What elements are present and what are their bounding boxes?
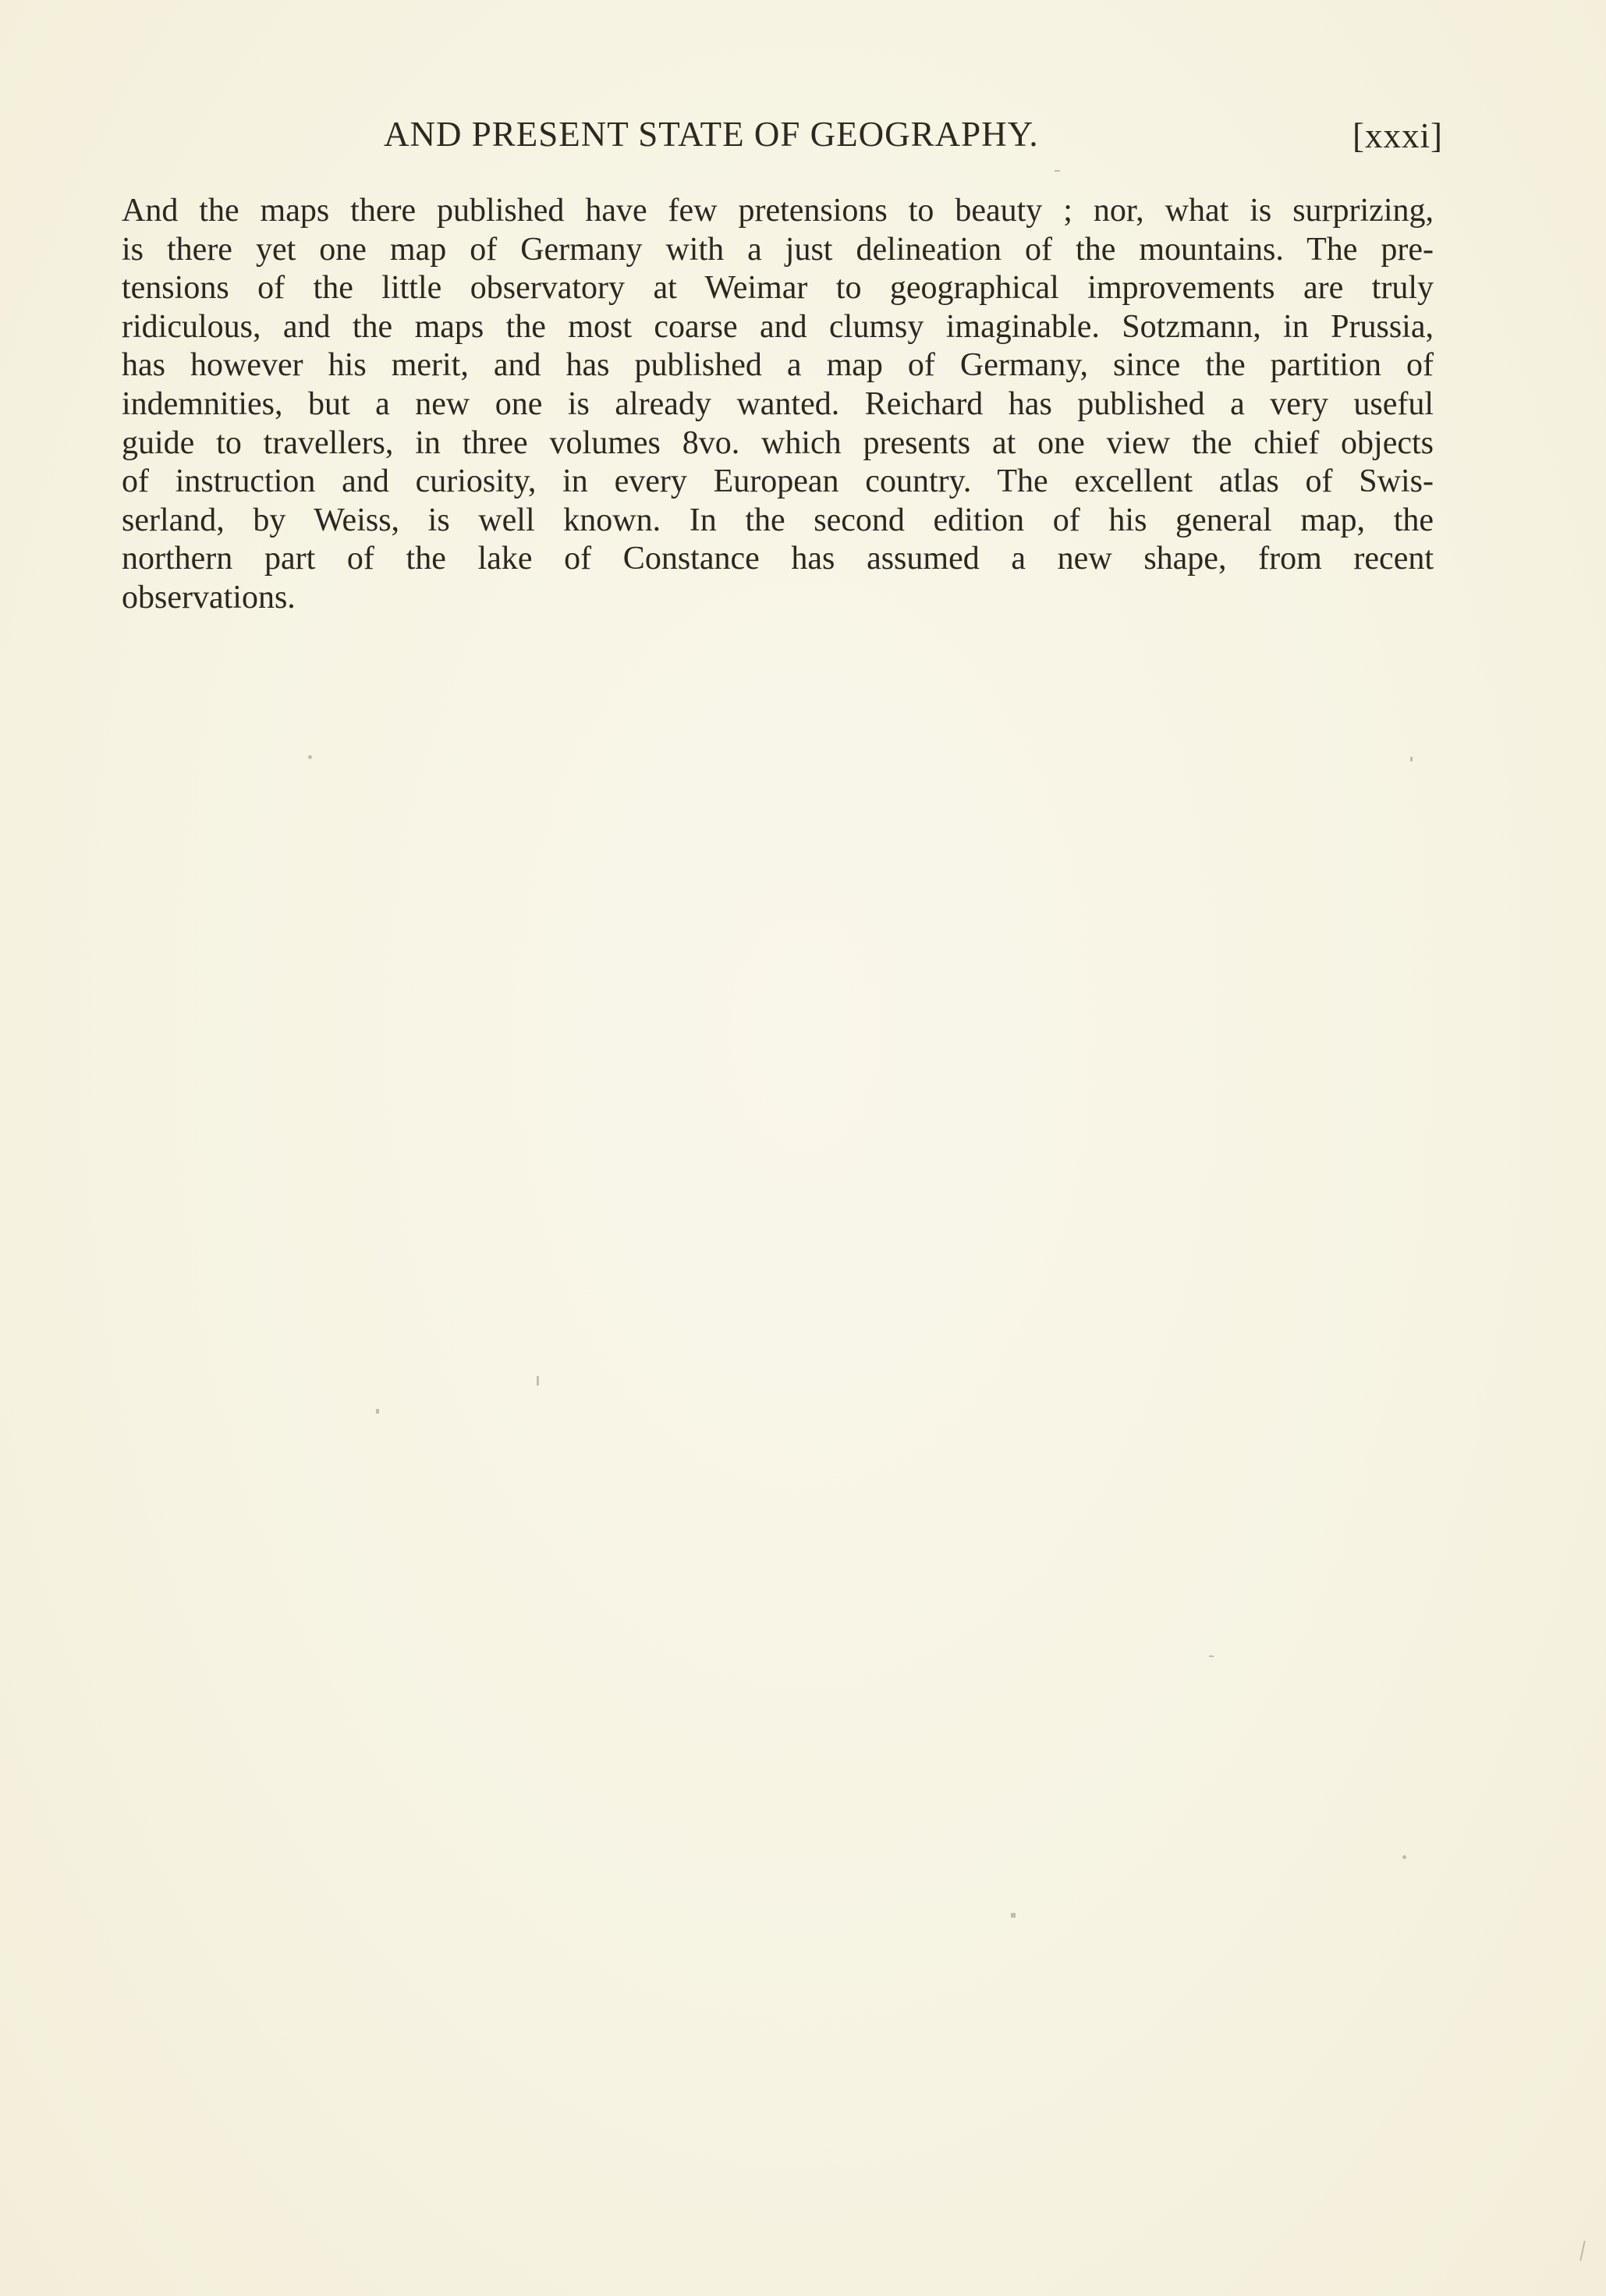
paper-speck <box>1209 1655 1214 1657</box>
body-paragraph <box>122 192 1434 618</box>
paper-speck <box>1402 1855 1406 1859</box>
paper-speck <box>1410 757 1413 761</box>
text-line: And the maps there published have few pretensions to beauty ; nor, what is surprizing, <box>122 193 1434 229</box>
paper-speck <box>1011 1913 1016 1918</box>
text-line: serland, by Weiss, is well known. In the second edition of his general map, the <box>122 502 1434 538</box>
text-line: is there yet one map of Germany with a just delineation of the mountains. The pre- <box>122 231 1434 268</box>
running-title: AND PRESENT STATE OF GEOGRAPHY. <box>384 115 1039 154</box>
text-line: observations. <box>122 579 296 616</box>
paper-speck <box>376 1409 379 1414</box>
text-line: has however his merit, and has published a map of Germany, since the partition of <box>122 347 1434 384</box>
text-line: indemnities, but a new one is already wanted. Reichard has published a very useful <box>122 385 1434 422</box>
paper-speck <box>1055 170 1060 172</box>
page-number: [xxxi] <box>1353 116 1443 155</box>
text-line: tensions of the little observatory at Weimar to geographical improvements are truly <box>122 270 1434 307</box>
running-head <box>122 114 1443 161</box>
text-line: northern part of the lake of Constance has assumed a new shape, from recent <box>122 541 1434 577</box>
paper-speck <box>537 1376 539 1386</box>
text-line: ridiculous, and the maps the most coarse and clumsy imaginable. Sotzmann, in Prussia, <box>122 308 1434 345</box>
paper-speck <box>1579 2241 1585 2261</box>
text-line: of instruction and curiosity, in every European country. The excellent atlas of Swis- <box>122 463 1434 500</box>
text-line: guide to travellers, in three volumes 8vo. which presents at one view the chief objects <box>122 424 1434 461</box>
paper-speck <box>308 755 312 759</box>
